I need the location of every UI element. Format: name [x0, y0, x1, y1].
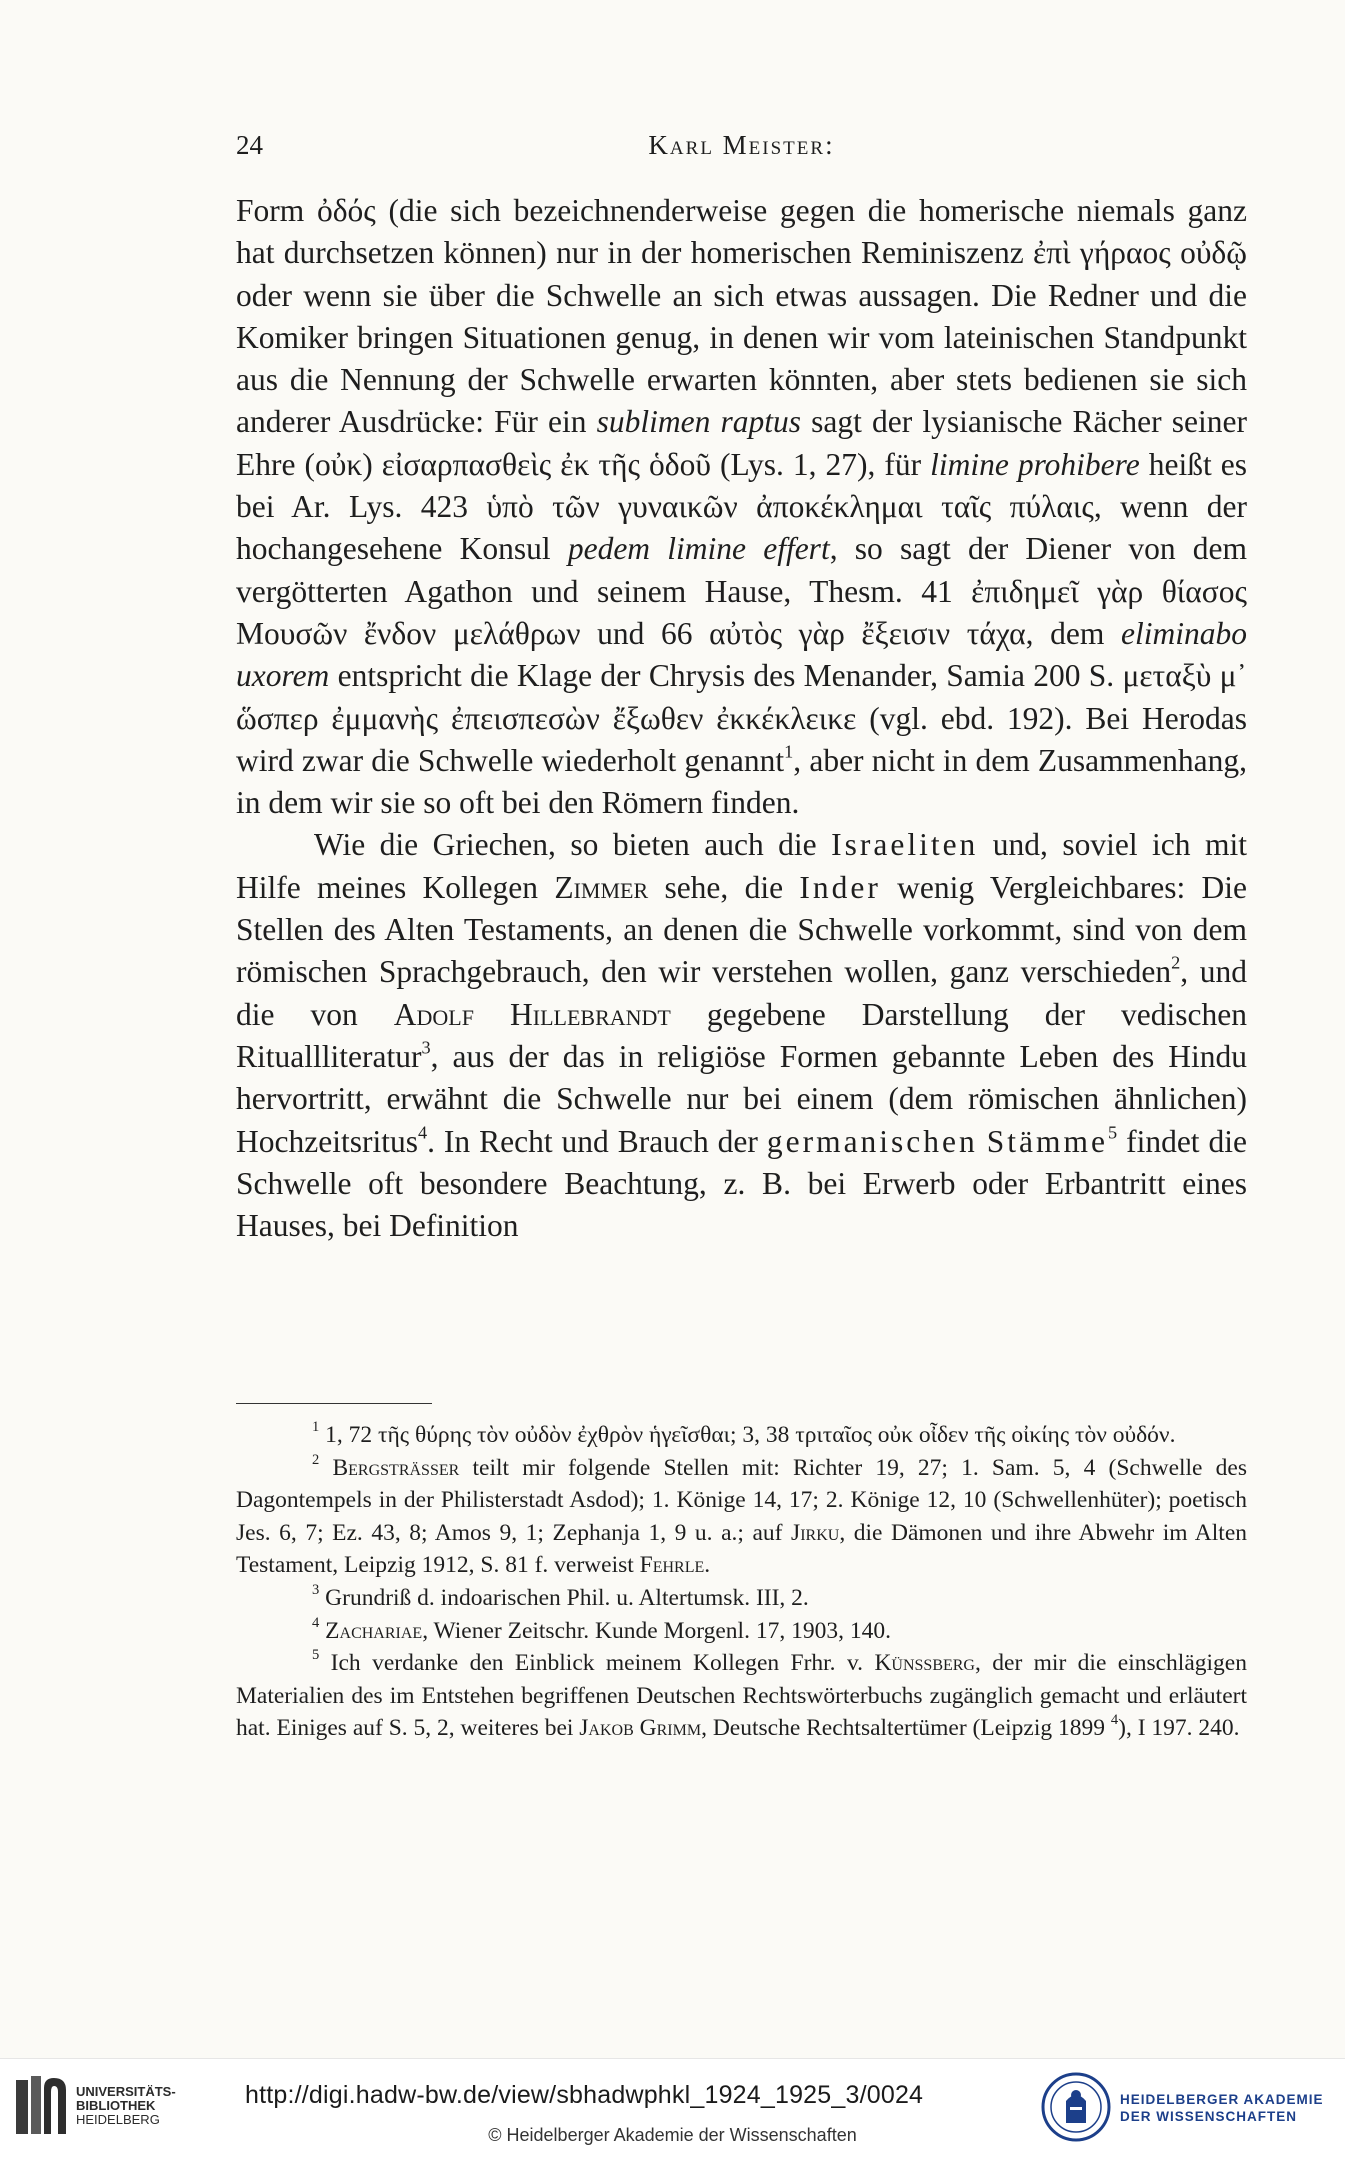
greek-quote: μεταξὺ μ᾿ ὥσπερ ἐμμανὴς ἐπεισπεσὼν ἔξωθεν ἐκκέκλεικε: [236, 658, 1248, 736]
footnote-3: [236, 1582, 1247, 1615]
text-span: , Deutsche Rechtsaltertümer (Leipzig 1899: [701, 1715, 1111, 1742]
latin-phrase: limine prohibere: [930, 446, 1140, 482]
ub-logo-line: BIBLIOTHEK: [76, 2098, 156, 2113]
text-span: , aus der das in religiöse Formen gebannte Leben des Hindu hervortritt, erwähnt die Schwelle nur bei einem (dem römischen ähnlichen) Hochzeitsritus: [236, 1038, 1247, 1159]
footnote-ref: 5: [1107, 1121, 1118, 1142]
greek-quote: τῆς θύρης τὸν οὐδὸν ἐχθρὸν ἡγεῖσθαι: [378, 1422, 730, 1448]
footnote-5: [236, 1647, 1247, 1745]
greek-quote: ἐπὶ γήραος οὐδῷ: [1033, 235, 1247, 271]
permalink[interactable]: http://digi.hadw-bw.de/view/sbhadwphkl_1924_1925_3/0024: [245, 2081, 924, 2109]
greek-quote: ὑπὸ τῶν γυναικῶν ἀποκέκλημαι ταῖς πύλαις: [486, 489, 1094, 525]
greek-quote: τριταῖος οὐκ οἶδεν τῆς οἰκίης τὸν οὐδόν: [795, 1422, 1170, 1448]
text-span: , und die von: [236, 954, 1248, 1032]
author-name: Zachariae: [325, 1617, 423, 1644]
text-span: . In Recht und Brauch der: [427, 1123, 767, 1159]
text-span: oder wenn sie über die Schwelle an sich etwas aussagen. Die Redner und die Komiker bringen Situationen genug, in denen wir vom lateinischen Standpunkt aus die Nennung der Schwelle erwarten könnten, aber stets bedienen sie sich anderer Ausdrücke: Für ein: [236, 277, 1247, 440]
footnote-2: [236, 1452, 1247, 1582]
text-span: , so sagt der Diener von dem vergötterten Agathon und seinem Hause, Thesm. 41: [236, 531, 1248, 609]
text-span: , dem: [1025, 615, 1121, 651]
page-number: 24: [236, 130, 263, 160]
author-name: Zimmer: [554, 869, 649, 905]
text-span: , aber nicht in dem Zusammenhang, in dem wir sie so oft bei den Römern finden.: [236, 742, 1248, 821]
text-span: [978, 1124, 987, 1159]
text-span: Grundriß d. indoarischen Phil. u. Altertumsk. III, 2.: [319, 1584, 809, 1611]
text-span: , der mir die einschlägigen Materialien des im Entstehen begriffenen Deutschen Rechtswörterbuchs zugänglich gemacht und erläutert hat. Einiges auf S. 5, 2, weiteres bei: [236, 1650, 1247, 1742]
footnote-ref: 2: [1171, 952, 1181, 973]
text-span: (die sich bezeichnenderweise gegen die homerische niemals ganz hat durchsetzen können) nur in der homerischen Reminiszenz: [236, 193, 1247, 271]
paragraph-2: [236, 824, 1247, 1247]
text-span: , die Dämonen und ihre Abwehr im Alten Testament, Leipzig 1912, S. 81 f. verweist: [236, 1519, 1247, 1579]
page-header: [236, 130, 1247, 170]
footnote-number: 4: [312, 1614, 320, 1631]
author-name: Jirku: [791, 1519, 840, 1546]
author-name: Künssberg: [874, 1650, 975, 1677]
author-name: Fehrle: [639, 1552, 705, 1579]
spaced-term: germanischen: [766, 1123, 978, 1159]
footnote-ref: 1: [784, 741, 794, 762]
spaced-term: Stämme: [986, 1123, 1108, 1159]
text-span: und 66: [580, 615, 710, 651]
text-span: ; 3, 38: [730, 1422, 796, 1448]
hadw-logo-line: HEIDELBERGER AKADEMIE: [1120, 2092, 1324, 2107]
text-span: sehe, die: [648, 869, 800, 905]
text-span: und, soviel ich mit Hilfe meines Kollegen: [236, 827, 1247, 905]
text-span: entspricht die Klage der Chrysis des Menander, Samia 200 S.: [329, 658, 1123, 694]
greek-quote: αὐτὸς γὰρ ἔξεισιν τάχα: [709, 615, 1026, 651]
latin-phrase: pedem limine effert: [567, 531, 830, 567]
author-name: Jakob Grimm: [579, 1715, 702, 1742]
footnote-4: [236, 1615, 1247, 1648]
text-span: , wenn der hochangesehene Konsul: [236, 489, 1248, 567]
footnote-number: 1: [312, 1419, 320, 1436]
hadw-logo-text: [1120, 2091, 1324, 2125]
latin-phrase: eliminabo uxorem: [236, 615, 1247, 694]
greek-quote: ἐπιδημεῖ γὰρ θίασος Μουσῶν ἔνδον μελάθρων: [236, 573, 1247, 651]
hadw-seal-icon[interactable]: [1040, 2071, 1112, 2143]
text-span: wenig Vergleichbares: Die Stellen des Alten Testaments, an denen die Schwelle vorkommt, sind von dem römischen Sprachgebrauch, den wir verstehen wollen, ganz verschieden: [236, 869, 1247, 990]
spaced-term: Israeliten: [831, 827, 979, 863]
text-span: .: [704, 1552, 711, 1579]
footnote-ref: 4: [417, 1121, 428, 1142]
ub-logo-line: HEIDELBERG: [76, 2112, 160, 2127]
text-span: , Wiener Zeitschr. Kunde Morgenl. 17, 1903, 140.: [422, 1617, 891, 1644]
footnote-ref: 3: [421, 1037, 431, 1058]
paragraph-1: [236, 190, 1247, 824]
main-text: [236, 190, 1247, 1247]
footnote-1: [236, 1419, 1247, 1452]
latin-phrase: sublimen raptus: [596, 404, 802, 440]
greek-quote: ὀδός: [316, 193, 376, 228]
text-span: Wie die Griechen, so bieten auch die: [314, 827, 832, 863]
text-span: (vgl. ebd. 192). Bei Herodas wird zwar die Schwelle wiederholt genannt: [236, 700, 1247, 778]
greek-quote: οὐκ) εἰσαρπασθεὶς ἐκ τῆς ὁδοῦ: [314, 446, 711, 482]
text-span: .: [1169, 1422, 1176, 1448]
ub-logo-line: UNIVERSITÄTS-: [76, 2084, 176, 2099]
hadw-logo-line: DER WISSENSCHAFTEN: [1120, 2109, 1298, 2124]
footnote-divider: [236, 1403, 432, 1404]
text-span: (Lys. 1, 27), für: [710, 446, 931, 482]
footnote-ref: 4: [1110, 1712, 1119, 1729]
author-name: Bergsträsser: [332, 1454, 460, 1481]
text-span: sagt der lysianische Rächer seiner Ehre (: [236, 404, 1247, 482]
text-span: Form: [236, 193, 317, 228]
text-span: findet die Schwelle oft besondere Beachtung, z. B. bei Erwerb oder Erbantritt eines Hauses, bei Definition: [236, 1123, 1247, 1244]
running-head: Karl Meister:: [648, 130, 835, 160]
footnotes: [236, 1419, 1247, 1745]
footnote-number: 5: [312, 1647, 320, 1664]
text-span: 1, 72: [319, 1422, 379, 1448]
text-span: Ich verdanke den Einblick meinem Kollegen Frhr. v.: [319, 1650, 875, 1677]
footnote-number: 2: [312, 1451, 320, 1468]
author-name: Adolf Hillebrandt: [393, 996, 671, 1032]
copyright-notice: © Heidelberger Akademie der Wissenschaften: [488, 2125, 857, 2145]
ub-heidelberg-logo-text: [76, 2085, 176, 2127]
text-span: heißt es bei Ar. Lys. 423: [236, 446, 1247, 525]
spaced-term: Inder: [799, 869, 881, 905]
text-span: ), I 197. 240.: [1118, 1715, 1240, 1742]
footnote-number: 3: [312, 1582, 320, 1599]
text-span: gegebene Darstellung der vedischen Rituallliteratur: [236, 996, 1247, 1074]
text-span: teilt mir folgende Stellen mit: Richter 19, 27; 1. Sam. 5, 4 (Schwelle des Dagontempels in der Philisterstadt Asdod); 1. Könige 14, 17; 2. Könige 12, 10 (Schwellenhüter); poetisch Jes. 6, 7; Ez. 43, 8; Amos 9, 1; Zephanja 1, 9 u. a.; auf: [236, 1454, 1248, 1546]
